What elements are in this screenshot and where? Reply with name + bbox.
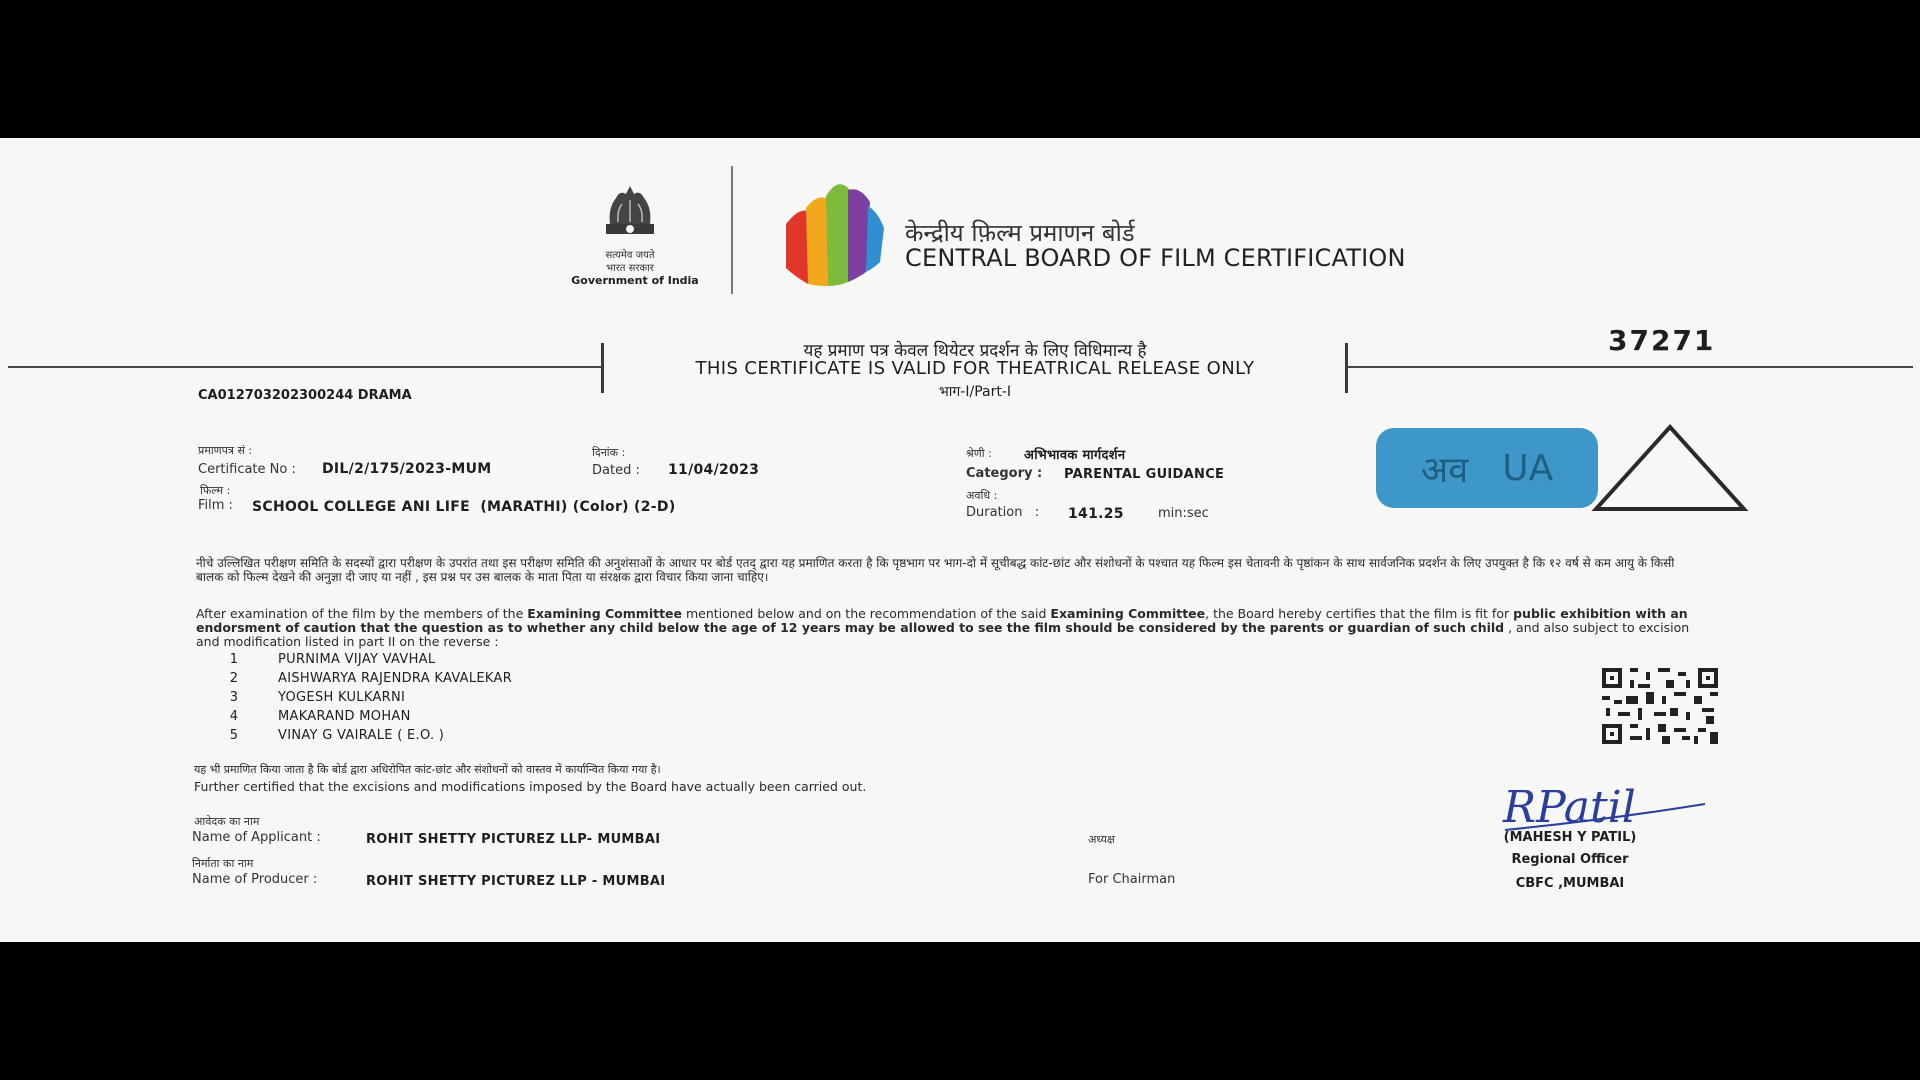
chairman-label-hindi: अध्यक्ष [1088, 833, 1115, 846]
producer-name: ROHIT SHETTY PICTUREZ LLP - MUMBAI [366, 874, 666, 889]
rating-badge-hindi: अव [1420, 449, 1469, 491]
svg-text:RPatil: RPatil [1503, 782, 1636, 833]
further-english: Further certified that the excisions and modifications imposed by the Board have actually been carried out. [194, 779, 867, 794]
category-label-hindi: श्रेणी : [966, 447, 992, 460]
list-item: 4 MAKARAND MOHAN [229, 709, 411, 724]
chairman-label: For Chairman [1088, 872, 1176, 887]
certificate-number: DIL/2/175/2023-MUM [322, 461, 492, 477]
date-label-hindi: दिनांक : [592, 446, 626, 459]
duration-label: Duration : [966, 505, 1040, 520]
certificate-label: Certificate No : [198, 462, 296, 477]
government-of-india-caption: Government of India [571, 274, 699, 287]
emblem-motto: सत्यमेव जयते [605, 250, 655, 261]
signatory-office: CBFC ,MUMBAI [1515, 876, 1625, 891]
board-name-english: CENTRAL BOARD OF FILM CERTIFICATION [905, 244, 1406, 272]
applicant-label: Name of Applicant : [192, 830, 321, 845]
category-label: Category : [966, 466, 1043, 481]
right-header-rule [1348, 366, 1913, 368]
ashoka-emblem-icon [590, 178, 670, 244]
signatory-title: Regional Officer [1511, 852, 1629, 867]
validity-hindi: यह प्रमाण पत्र केवल थियेटर प्रदर्शन के लिए विधिमान्य है [803, 341, 1147, 361]
film-label: Film : [198, 498, 233, 513]
producer-label: Name of Producer : [192, 872, 318, 887]
signature-image [1495, 778, 1715, 838]
header-divider [731, 166, 733, 294]
list-item: 1 PURNIMA VIJAY VAVHAL [229, 652, 436, 667]
rating-badge-english: UA [1502, 447, 1554, 489]
duration-label-hindi: अवधि : [966, 489, 998, 502]
right-banner-tick [1345, 343, 1348, 393]
duration-unit: min:sec [1158, 506, 1209, 521]
certificate-label-hindi: प्रमाणपत्र सं : [198, 444, 253, 457]
file-reference: CA012703202300244 DRAMA [198, 388, 412, 403]
further-hindi: यह भी प्रमाणित किया जाता है कि बोर्ड द्वारा अधिरोपित कांट-छांट और संशोधनों को वास्तव में कार्यान्वित किया गया है। [194, 763, 661, 776]
signatory-name: (MAHESH Y PATIL) [1503, 830, 1637, 845]
left-banner-tick [601, 343, 604, 393]
committee-members-list [218, 652, 512, 747]
serial-number: 37271 [1608, 324, 1716, 357]
cbfc-logo-icon [780, 172, 890, 292]
certificate-part: भाग-I/Part-I [938, 384, 1012, 400]
body-hindi: नीचे उल्लिखित परीक्षण समिति के सदस्यों द्वारा परीक्षण के उपरांत तथा इस परीक्षण समिति की अनुशंसाओं के आधार पर बोर्ड एतद् द्वारा यह प्रमाणित करता है कि पृष्ठभाग पर भाग-दो में सूचीबद्ध कांट-छांट और संशोधनों के पश्चात यह फिल्म इस चेतावनी के पृष्ठांकन के साथ सार्वजनिक प्रदर्शन के लिए उपयुक्त है कि १२ वर्ष से कम आयु के किसी बालक को फिल्म देखने की अनुज्ञा दी जाए या नहीं , इस प्रश्न पर उस बालक के माता पिता या संरक्षक द्वारा विचार किया जाना चाहिए। [196, 556, 1675, 584]
emblem-hindi-caption: भारत सरकार [606, 263, 654, 274]
list-item: 5 VINAY G VAIRALE ( E.O. ) [229, 728, 445, 743]
category-value-hindi: अभिभावक मार्गदर्शन [1024, 448, 1126, 463]
producer-label-hindi: निर्माता का नाम [192, 857, 254, 870]
ua-triangle-icon [1590, 423, 1750, 513]
film-label-hindi: फिल्म : [200, 484, 231, 497]
validity-english: THIS CERTIFICATE IS VALID FOR THEATRICAL RELEASE ONLY [695, 358, 1255, 379]
rating-badge [1376, 428, 1598, 508]
film-title: SCHOOL COLLEGE ANI LIFE (MARATHI) (Color) (2-D) [252, 499, 676, 515]
category-value: PARENTAL GUIDANCE [1064, 467, 1225, 482]
duration-value: 141.25 [1068, 506, 1124, 522]
certificate-date: 11/04/2023 [668, 462, 760, 478]
applicant-name: ROHIT SHETTY PICTUREZ LLP- MUMBAI [366, 832, 661, 847]
left-header-rule [8, 366, 604, 368]
body-english: After examination of the film by the members of the Examining Committee mentioned below and on the recommendation of the said Examining Committee, the Board hereby certifies that the film is fit for public exhibition with an endorsment of caution that the question as to whether any child below the age of 12 years may be allowed to see the film should be considered by the parents or guardian of such child , and also subject to excision and modification listed in part II on the reverse : [196, 606, 1690, 649]
qr-code-icon [1602, 668, 1718, 744]
certificate-sheet [0, 138, 1920, 942]
board-name-hindi: केन्द्रीय फ़िल्म प्रमाणन बोर्ड [905, 219, 1135, 247]
list-item: 3 YOGESH KULKARNI [229, 690, 406, 705]
list-item: 2 AISHWARYA RAJENDRA KAVALEKAR [229, 671, 513, 686]
applicant-label-hindi: आवेदक का नाम [194, 815, 260, 828]
date-label: Dated : [592, 463, 640, 478]
